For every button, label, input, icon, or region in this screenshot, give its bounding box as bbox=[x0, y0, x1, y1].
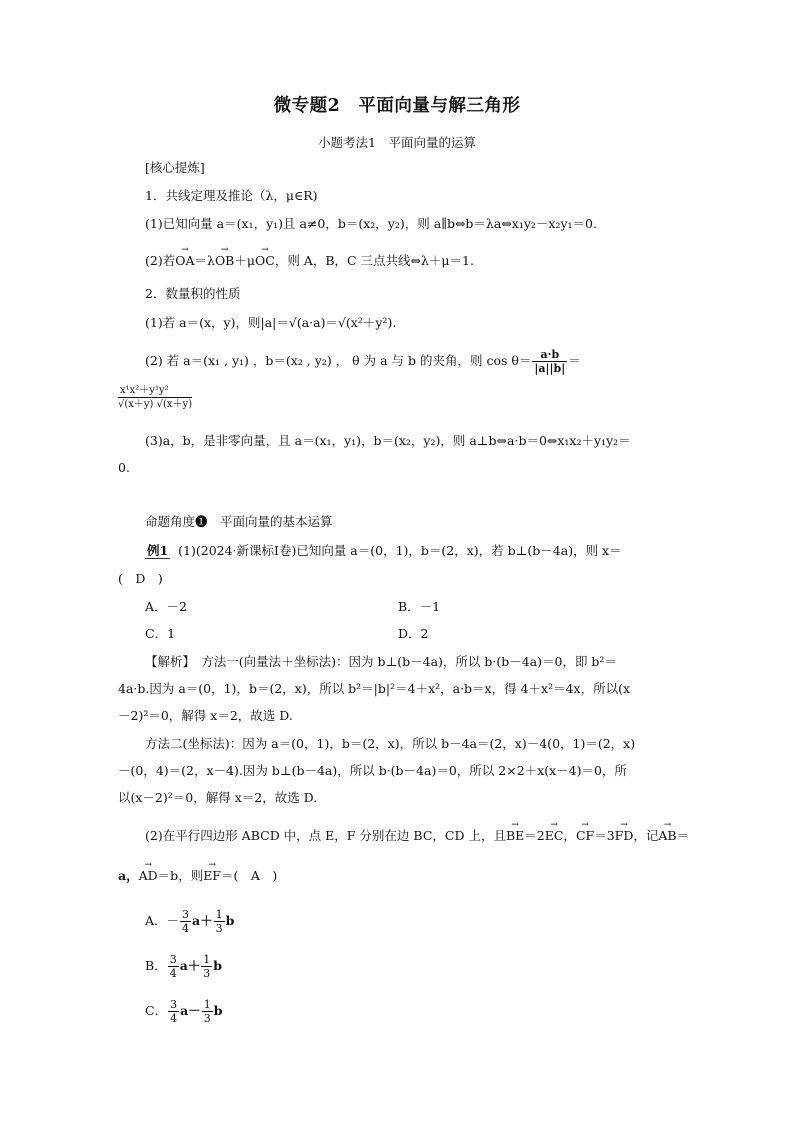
opt-a-mid: a＋ bbox=[192, 913, 213, 928]
ex1-q1 bbox=[145, 541, 622, 561]
frac-num: 3 bbox=[182, 908, 190, 921]
frac-num: 3 bbox=[169, 953, 177, 966]
frac-num: 3 bbox=[170, 998, 178, 1011]
frac-num: 1 bbox=[203, 998, 211, 1011]
q2-option-c bbox=[145, 998, 222, 1025]
s2-line1: (1)若 a＝(x，y)，则|a|＝√(a·a)＝√(x²＋y²). bbox=[145, 315, 397, 330]
opt-b-mid: a＋ bbox=[179, 958, 201, 973]
angle-heading: 命题角度❶ 平面向量的基本运算 bbox=[145, 514, 333, 529]
vector-ad: → AD bbox=[139, 866, 158, 886]
frac-1-3-c bbox=[202, 998, 213, 1025]
cos-frac-den: |a||b| bbox=[534, 362, 566, 375]
option-b: B．－1 bbox=[398, 599, 441, 614]
solution-line5: －(0，4)＝(2，x－4).因为 b⊥(b－4a)，所以 b·(b－4a)＝0，所以 2×2＋x(x－4)＝0，所 bbox=[118, 763, 627, 778]
s1-line1: (1)已知向量 a＝(x₁，y₁)且 a≠0，b＝(x₂，y₂)，则 a∥b⇔b＝λa⇔x₁y₂－x₂y₁＝0. bbox=[145, 216, 597, 231]
solution-line2: 4a·b.因为 a＝(0，1)，b＝(2，x)，所以 b²＝|b|²＝4＋x²，a·b＝x，得 4＋x²＝4x，所以(x bbox=[118, 681, 631, 696]
frac-den: 4 bbox=[169, 967, 177, 980]
frac-1-3-a bbox=[214, 908, 225, 935]
opt-a-pre: A．－ bbox=[145, 913, 180, 928]
q2-l2c: ＝( A ) bbox=[221, 868, 278, 883]
vector-be: → BE bbox=[506, 826, 524, 846]
frac-3-4-b bbox=[168, 953, 179, 980]
frac-1-3-b bbox=[201, 953, 212, 980]
opt-b-tail: b bbox=[213, 958, 223, 973]
opt-c-mid: a－ bbox=[180, 1003, 201, 1018]
opt-c-tail: b bbox=[213, 1003, 223, 1018]
s2-line4b: 0. bbox=[118, 460, 130, 475]
solution-line1: 【解析】 方法一(向量法＋坐标法)：因为 b⊥(b－4a)，所以 b·(b－4a)＝0，即 b²＝ bbox=[145, 654, 617, 669]
q2-a: a， bbox=[118, 868, 139, 883]
q2-prefix: (2)在平行四边形 ABCD 中，点 E，F 分别在边 BC，CD 上，且 bbox=[145, 828, 506, 843]
frac-den: 3 bbox=[203, 967, 211, 980]
frac-den: 4 bbox=[182, 922, 190, 935]
s1-line2-suffix: ，则 A，B，C 三点共线⇔λ＋μ＝1. bbox=[274, 253, 474, 268]
plus-mu: ＋μ bbox=[234, 253, 255, 268]
example-label: 例1 bbox=[147, 543, 169, 558]
eq-lambda: ＝λ bbox=[194, 253, 215, 268]
s2-line4: (3)a，b，是非零向量，且 a＝(x₁，y₁)，b＝(x₂，y₂)，则 a⊥b⇔a·b＝0⇔x₁x₂＋y₁y₂＝ bbox=[145, 433, 631, 448]
vector-ef: → EF bbox=[203, 866, 221, 886]
option-c: C．1 bbox=[145, 626, 176, 641]
section-subtitle: 小题考法1 平面向量的运算 bbox=[318, 135, 476, 150]
cos-frac-num: a·b bbox=[532, 348, 567, 362]
s1-line2 bbox=[145, 251, 474, 271]
solution-line4: 方法二(坐标法)：因为 a＝(0，1)，b＝(2，x)，所以 b－4a＝(2，x)－4(0，1)＝(2，x) bbox=[145, 736, 636, 751]
vector-fd: → FD bbox=[615, 826, 634, 846]
vector-ob: → OB bbox=[215, 251, 234, 271]
option-d: D．2 bbox=[398, 626, 429, 641]
note: ，记 bbox=[633, 828, 659, 843]
s1-heading: 1．共线定理及推论（λ，μ∈R) bbox=[145, 188, 318, 203]
page-title: 微专题2 平面向量与解三角形 bbox=[273, 96, 521, 116]
s2-fraction bbox=[118, 384, 192, 411]
opt-c-pre: C． bbox=[145, 1003, 168, 1018]
s2-frac-num: x¹x²＋y¹y² bbox=[118, 384, 192, 398]
opt-b-pre: B． bbox=[145, 958, 167, 973]
frac-3-4-c bbox=[168, 998, 179, 1025]
frac-den: 4 bbox=[170, 1012, 178, 1025]
core-heading: [核心提炼] bbox=[145, 160, 205, 175]
vector-cf: → CF bbox=[576, 826, 594, 846]
vector-ab: → AB bbox=[658, 826, 676, 846]
solution-line6: 以(x－2)²＝0，解得 x＝2，故选 D. bbox=[118, 790, 318, 805]
eq2: ＝2 bbox=[524, 828, 545, 843]
comma1: ， bbox=[563, 828, 576, 843]
frac-den: 3 bbox=[203, 1012, 211, 1025]
s2-heading: 2．数量积的性质 bbox=[145, 286, 241, 301]
vector-oc: → OC bbox=[255, 251, 275, 271]
vector-oa: → OA bbox=[175, 251, 194, 271]
eq3: ＝3 bbox=[594, 828, 615, 843]
cos-fraction bbox=[532, 348, 567, 375]
eq-end: ＝ bbox=[676, 828, 690, 843]
s1-line2-prefix: (2)若 bbox=[145, 253, 176, 268]
frac-3-4-a bbox=[180, 908, 191, 935]
solution-line3: －2)²＝0，解得 x＝2，故选 D. bbox=[118, 708, 293, 723]
ex1-q1-text: (1)(2024·新课标Ⅰ卷)已知向量 a＝(0，1)，b＝(2，x)，若 b⊥(b－4a)，则 x＝ bbox=[178, 543, 622, 558]
q2-l2b: ＝b，则 bbox=[157, 868, 204, 883]
s2-frac-den: √(x＋y) √(x＋y) bbox=[118, 399, 193, 410]
q2-option-b bbox=[145, 953, 222, 980]
frac-den: 3 bbox=[215, 922, 223, 935]
option-a: A．－2 bbox=[145, 599, 187, 614]
ex1-q2-line2 bbox=[118, 866, 277, 886]
vector-ec: → EC bbox=[545, 826, 564, 846]
s2-line2-right: ＝ bbox=[568, 353, 581, 368]
s2-line2-left: (2) 若 a＝(x₁ , y₁) ，b＝(x₂ , y₂) ， θ 为 a 与 b 的夹角，则 cos θ＝ bbox=[145, 353, 532, 368]
frac-num: 1 bbox=[215, 908, 223, 921]
frac-num: 1 bbox=[203, 953, 211, 966]
ex1-answer: ( D ) bbox=[118, 571, 163, 586]
s2-line2 bbox=[145, 348, 581, 375]
ex1-q2 bbox=[145, 826, 689, 846]
opt-a-tail: b bbox=[225, 913, 235, 928]
q2-option-a bbox=[145, 908, 234, 935]
